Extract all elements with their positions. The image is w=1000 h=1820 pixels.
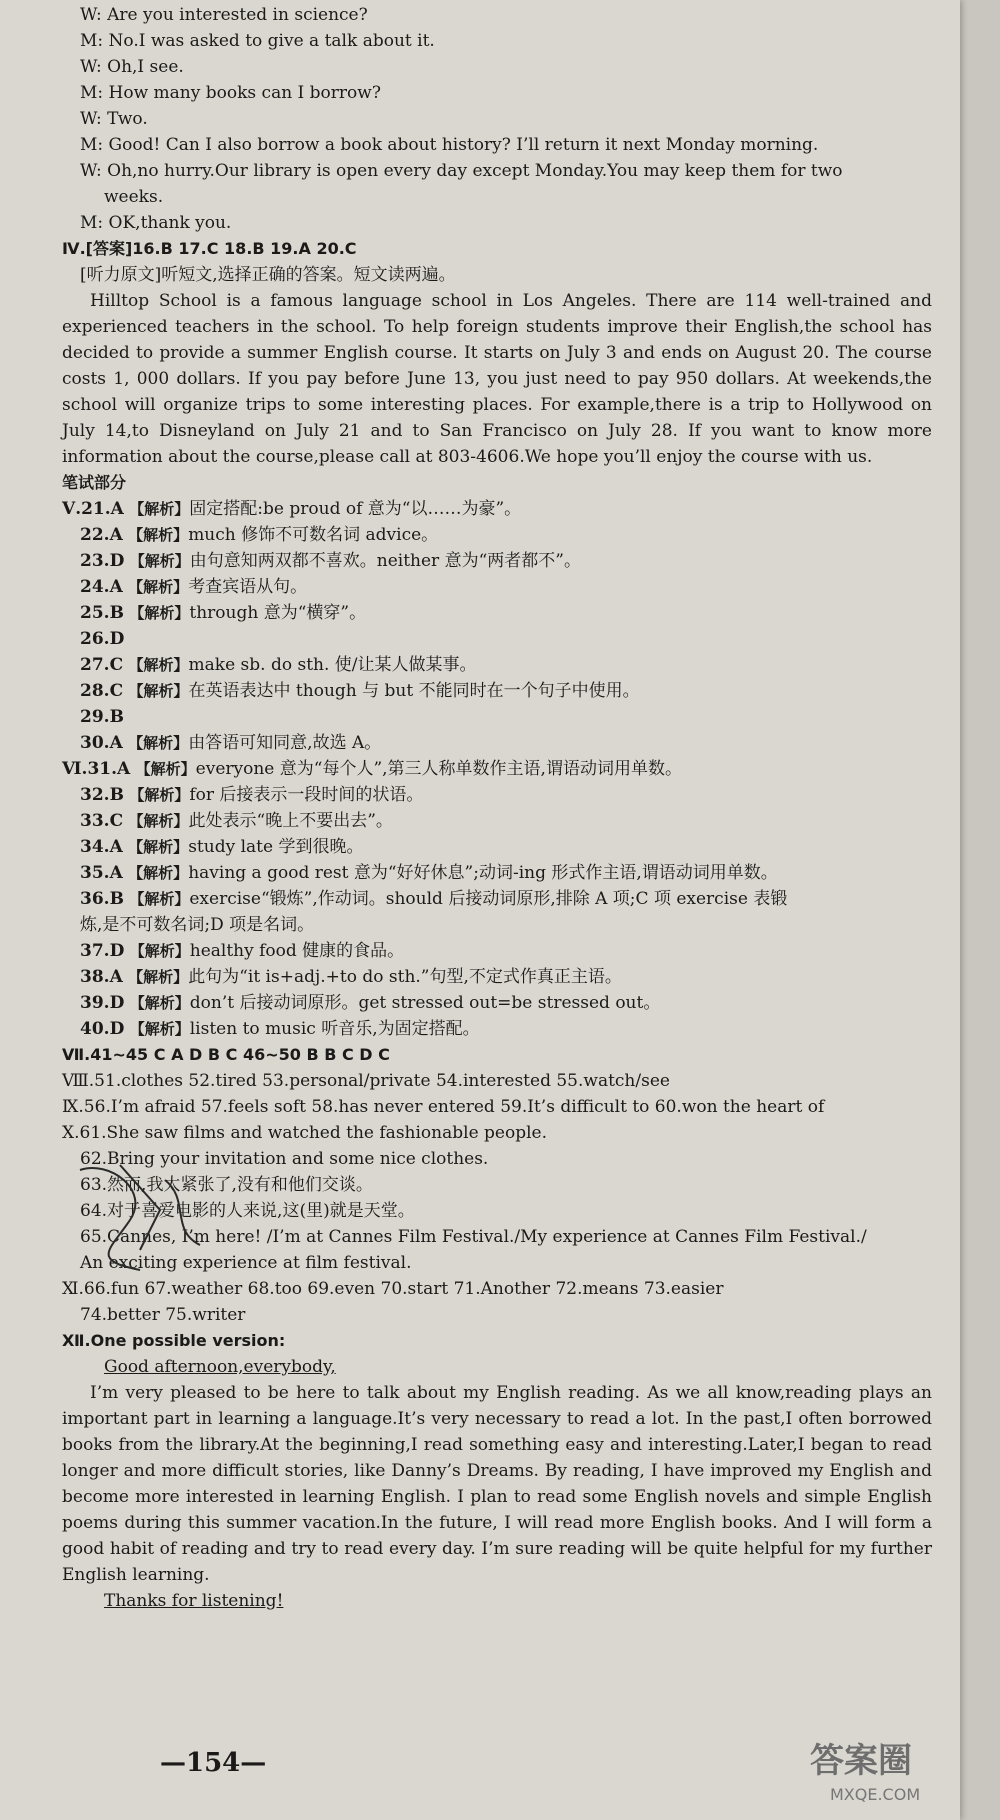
- dialogue-line: W: Oh,no hurry.Our library is open every day except Monday.You may keep them for two: [80, 161, 843, 181]
- answer-item: 32.B 【解析】for 后接表示一段时间的状语。: [80, 785, 424, 805]
- part11-line: 74.better 75.writer: [80, 1305, 246, 1325]
- dialogue-line: W: Are you interested in science?: [80, 5, 368, 25]
- part11-answers: [62, 1276, 932, 1328]
- part4-passage: Hilltop School is a famous language school in Los Angeles. There are 114 well-trained and experienced teachers in the school. To help foreign students improve their English,the school has decided to provide a summer English course. It starts on July 3 and ends on August 20. The course costs 1, 000 dollars. If you pay before June 13, you just need to pay 950 dollars. At weekends,the school will organize trips to some interesting places. For example,there is a trip to Hollywood on July 14,to Disneyland on July 21 and to San Francisco on July 28. If you want to know more information about the course,please call at 803-4606.We hope you’ll enjoy the course with us.: [62, 291, 932, 467]
- answer-item: 35.A 【解析】having a good rest 意为“好好休息”;动词-ing 形式作主语,谓语动词用单数。: [80, 863, 778, 883]
- answer-item: 29.B: [80, 707, 124, 727]
- essay-greeting: Good afternoon,everybody,: [104, 1357, 336, 1377]
- written-section-heading: 笔试部分: [62, 473, 127, 492]
- answer-item: 39.D 【解析】don’t 后接动词原形。get stressed out=be stressed out。: [80, 993, 661, 1013]
- answer-item: 37.D 【解析】healthy food 健康的食品。: [80, 941, 405, 961]
- dialogue-line: W: Two.: [80, 109, 148, 129]
- essay-body: I’m very pleased to be here to talk about my English reading. As we all know,reading plays an important part in learning a language.It’s very necessary to read a lot. In the past,I often borrowed books from the library.At the beginning,I read something easy and interesting.Later,I began to read longer and more difficult stories, like Danny’s Dreams. By reading, I have improved my English and become more interested in learning English. I plan to read some English novels and simple English poems during this summer vacation.In the future, I will read more English books. And I will form a good habit of reading and try to read every day. I’m sure reading will be quite helpful for my further English learning.: [62, 1383, 932, 1585]
- part10-line: 65.Cannes, I’m here! /I’m at Cannes Film Festival./My experience at Cannes Film Festival./: [80, 1227, 867, 1247]
- essay-closing: Thanks for listening!: [104, 1591, 284, 1611]
- answer-item: 26.D: [80, 629, 125, 649]
- part12-writing: [62, 1328, 932, 1614]
- part4-note: [听力原文]听短文,选择正确的答案。短文读两遍。: [80, 265, 456, 285]
- answer-item: 38.A 【解析】此句为“it is+adj.+to do sth.”句型,不定式作真正主语。: [80, 967, 622, 987]
- part10-line: 63.然而,我太紧张了,没有和他们交谈。: [80, 1175, 373, 1195]
- page-number: —154—: [160, 1748, 267, 1778]
- answer-item-continued: 炼,是不可数名词;D 项是名词。: [80, 915, 315, 935]
- part10-line: Ⅹ.61.She saw films and watched the fashionable people.: [62, 1123, 547, 1143]
- answer-item: 34.A 【解析】study late 学到很晚。: [80, 837, 364, 857]
- site-watermark-logo: [790, 1730, 990, 1810]
- answer-item: 27.C 【解析】make sb. do sth. 使/让某人做某事。: [80, 655, 477, 675]
- dialogue-line: M: No.I was asked to give a talk about it.: [80, 31, 435, 51]
- part10-line: 62.Bring your invitation and some nice clothes.: [80, 1149, 489, 1169]
- watermark-big-text: 答案圈: [810, 1741, 912, 1781]
- dialogue-line: M: Good! Can I also borrow a book about history? I’ll return it next Monday morning.: [80, 135, 819, 155]
- answer-item: 25.B 【解析】through 意为“横穿”。: [80, 603, 367, 623]
- answer-items: [62, 496, 932, 1042]
- page-content: [62, 2, 932, 1614]
- part10-line: 64.对于喜爱电影的人来说,这(里)就是天堂。: [80, 1201, 415, 1221]
- handwritten-scribble: [70, 1150, 220, 1280]
- answer-item: 22.A 【解析】much 修饰不可数名词 advice。: [80, 525, 439, 545]
- part8-answers: Ⅷ.51.clothes 52.tired 53.personal/private 54.interested 55.watch/see: [62, 1071, 670, 1091]
- part12-heading: Ⅻ.One possible version:: [62, 1331, 286, 1350]
- answer-item: 36.B 【解析】exercise“锻炼”,作动词。should 后接动词原形,排除 A 项;C 项 exercise 表锻: [80, 889, 788, 909]
- dialogue-line: W: Oh,I see.: [80, 57, 184, 77]
- answer-item: 24.A 【解析】考查宾语从句。: [80, 577, 308, 597]
- part9-answers: Ⅸ.56.I’m afraid 57.feels soft 58.has never entered 59.It’s difficult to 60.won the heart of: [62, 1097, 825, 1117]
- watermark-url-text: MXQE.COM: [830, 1785, 921, 1804]
- part11-line: Ⅺ.66.fun 67.weather 68.too 69.even 70.start 71.Another 72.means 73.easier: [62, 1279, 724, 1299]
- part4-answers: Ⅳ.[答案]16.B 17.C 18.B 19.A 20.C: [62, 239, 357, 258]
- answer-item: 23.D 【解析】由句意知两双都不喜欢。neither 意为“两者都不”。: [80, 551, 581, 571]
- dialogue-line: M: How many books can I borrow?: [80, 83, 381, 103]
- dialogue-line: M: OK,thank you.: [80, 213, 232, 233]
- answer-item: 40.D 【解析】listen to music 听音乐,为固定搭配。: [80, 1019, 480, 1039]
- answer-item: 28.C 【解析】在英语表达中 though 与 but 不能同时在一个句子中使用。: [80, 681, 640, 701]
- answer-item: 30.A 【解析】由答语可知同意,故选 A。: [80, 733, 382, 753]
- answer-item: 33.C 【解析】此处表示“晚上不要出去”。: [80, 811, 393, 831]
- part7-answers: Ⅶ.41~45 C A D B C 46~50 B B C D C: [62, 1045, 390, 1064]
- answer-item: Ⅵ.31.A 【解析】everyone 意为“每个人”,第三人称单数作主语,谓语动词用单数。: [62, 759, 682, 779]
- dialogue-line: weeks.: [104, 187, 164, 207]
- answer-item: Ⅴ.21.A 【解析】固定搭配:be proud of 意为“以……为豪”。: [62, 499, 522, 519]
- listening-dialogue: [62, 2, 932, 236]
- part10-line: An exciting experience at film festival.: [80, 1253, 412, 1273]
